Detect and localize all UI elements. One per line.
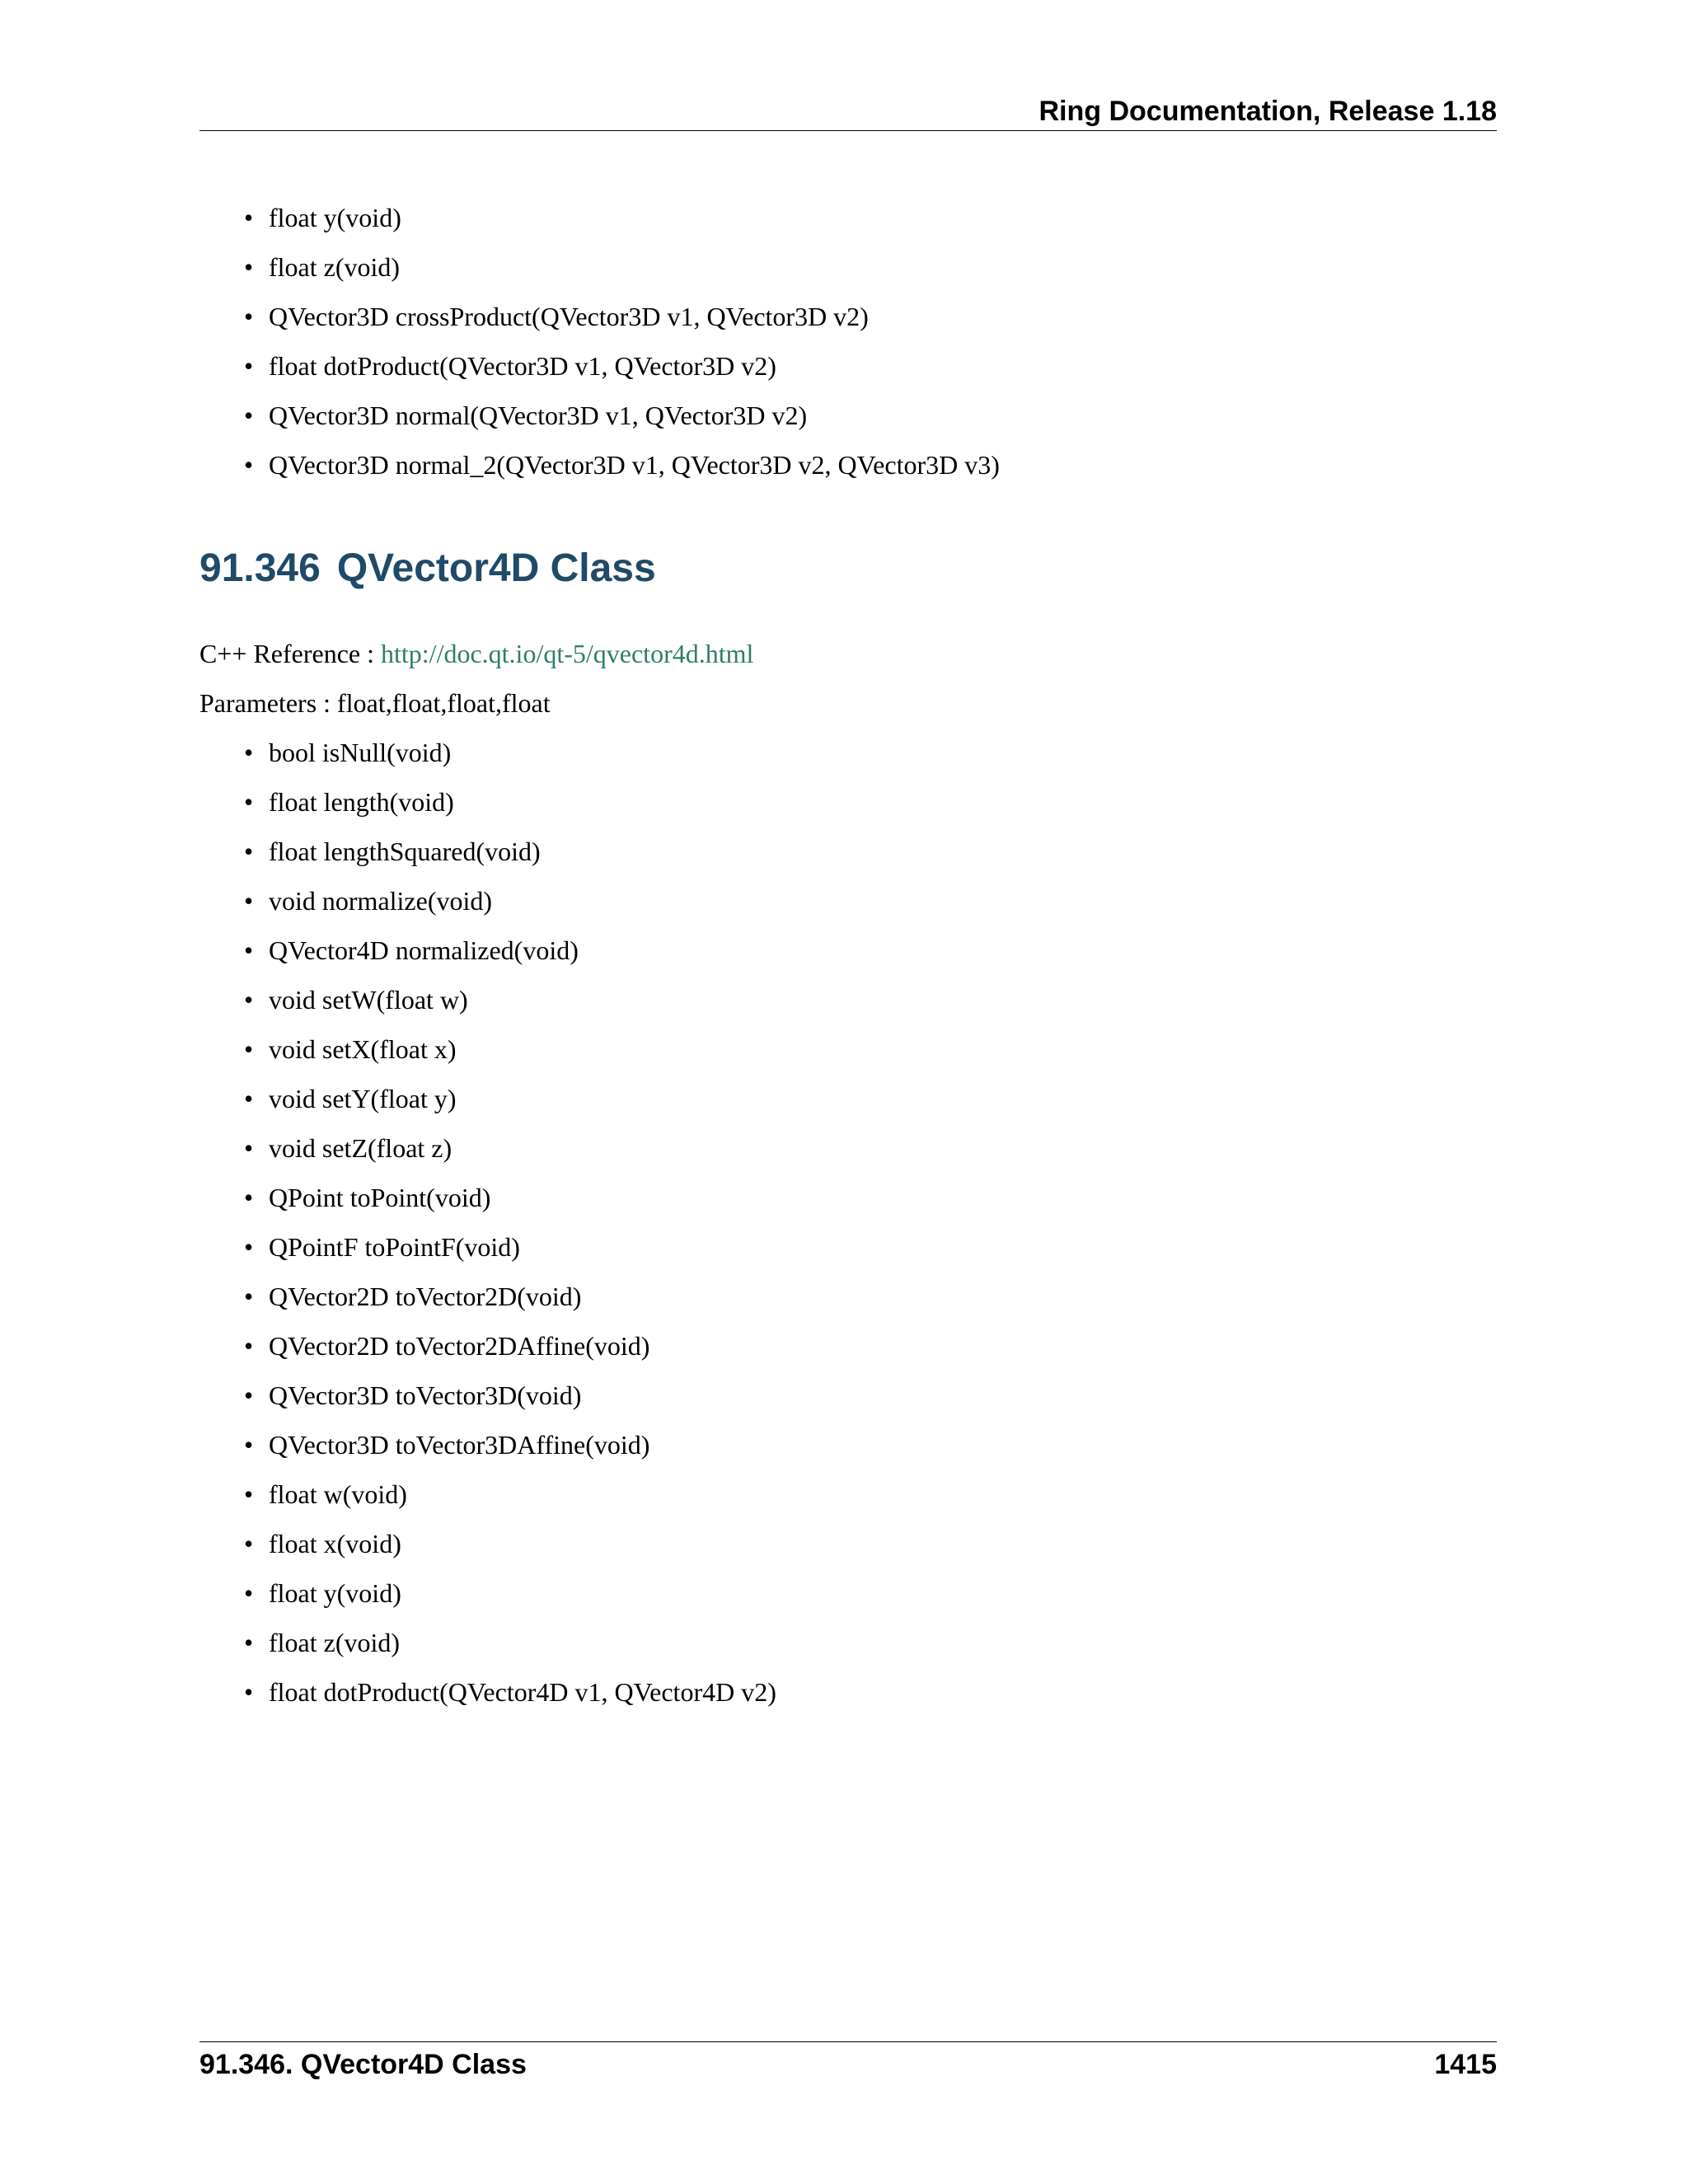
page-footer: [199, 2046, 1497, 2083]
bullet: •: [244, 1183, 254, 1212]
list-item: [244, 876, 776, 926]
reference-link[interactable]: http://doc.qt.io/qt-5/qvector4d.html: [381, 639, 754, 668]
section-title: QVector4D Class: [336, 546, 656, 590]
method-signature: void setY(float y): [269, 1084, 457, 1113]
method-signature: QVector3D normal_2(QVector3D v1, QVector3D v2, QVector3D v3): [269, 450, 1000, 480]
method-signature: void normalize(void): [269, 886, 493, 916]
method-signature: bool isNull(void): [269, 738, 452, 767]
method-signature: QVector3D normal(QVector3D v1, QVector3D v2): [269, 401, 808, 430]
bullet: •: [244, 1084, 254, 1113]
bullet: •: [244, 450, 254, 480]
bullet: •: [244, 1578, 254, 1608]
bullet: •: [244, 837, 254, 866]
bullet: •: [244, 985, 254, 1015]
method-signature: float dotProduct(QVector4D v1, QVector4D v2): [269, 1677, 776, 1707]
list-item: [244, 1568, 776, 1618]
method-signature: float dotProduct(QVector3D v1, QVector3D v2): [269, 351, 776, 381]
method-signature: float x(void): [269, 1529, 401, 1558]
list-item: [244, 926, 776, 975]
list-item: [244, 1173, 776, 1222]
list-item: [244, 1667, 776, 1717]
method-signature: float z(void): [269, 1628, 401, 1657]
method-signature: float z(void): [269, 252, 401, 282]
bullet: •: [244, 1133, 254, 1163]
bullet: •: [244, 1430, 254, 1460]
list-item: [244, 1321, 776, 1371]
bullet: •: [244, 302, 254, 331]
method-signature: QVector4D normalized(void): [269, 935, 579, 965]
list-item: [244, 292, 1000, 341]
method-signature: QVector2D toVector2D(void): [269, 1282, 582, 1311]
list-item: [244, 193, 1000, 242]
list-item: [244, 1519, 776, 1568]
method-signature: float length(void): [269, 787, 454, 817]
method-signature: void setW(float w): [269, 985, 468, 1015]
running-header: Ring Documentation, Release 1.18: [1039, 96, 1497, 127]
bullet: •: [244, 1529, 254, 1558]
list-item: [244, 391, 1000, 440]
bullet: •: [244, 886, 254, 916]
bullet: •: [244, 252, 254, 282]
list-item: [244, 341, 1000, 391]
method-signature: QVector2D toVector2DAffine(void): [269, 1331, 650, 1361]
list-item: [244, 1123, 776, 1173]
list-item: [244, 440, 1000, 490]
bullet: •: [244, 1232, 254, 1262]
bullet: •: [244, 1677, 254, 1707]
method-signature: float y(void): [269, 1578, 401, 1608]
section-heading: [199, 539, 656, 598]
bullet: •: [244, 935, 254, 965]
bullet: •: [244, 401, 254, 430]
list-item: [244, 975, 776, 1024]
list-item: [244, 1024, 776, 1074]
list-item: [244, 1469, 776, 1519]
bullet: •: [244, 1628, 254, 1657]
bullet: •: [244, 1380, 254, 1410]
method-signature: QVector3D toVector3D(void): [269, 1380, 582, 1410]
method-signature: float y(void): [269, 203, 401, 232]
list-item: [244, 1618, 776, 1667]
method-signature: QPointF toPointF(void): [269, 1232, 520, 1262]
bullet: •: [244, 738, 254, 767]
method-signature: QPoint toPoint(void): [269, 1183, 491, 1212]
bullet: •: [244, 203, 254, 232]
bullet: •: [244, 1282, 254, 1311]
list-item: [244, 1272, 776, 1321]
section-number: 91.346: [199, 546, 321, 590]
bullet: •: [244, 1331, 254, 1361]
bullet: •: [244, 787, 254, 817]
method-signature: float w(void): [269, 1479, 407, 1509]
method-signature: void setZ(float z): [269, 1133, 452, 1163]
list-item: [244, 1222, 776, 1272]
method-signature: float lengthSquared(void): [269, 837, 541, 866]
footer-section-label: 91.346. QVector4D Class: [199, 2049, 527, 2080]
list-item: [244, 777, 776, 827]
list-item: [244, 728, 776, 777]
bullet: •: [244, 1034, 254, 1064]
page-number: 1415: [1434, 2049, 1497, 2080]
reference-label: C++ Reference :: [199, 639, 381, 668]
cpp-reference-line: [199, 629, 753, 678]
method-signature: QVector3D crossProduct(QVector3D v1, QVector3D v2): [269, 302, 869, 331]
continued-method-list: [244, 193, 1000, 490]
parameters-line: Parameters : float,float,float,float: [199, 688, 551, 718]
list-item: [244, 1420, 776, 1469]
header-rule: [199, 130, 1497, 131]
bullet: •: [244, 351, 254, 381]
method-signature: QVector3D toVector3DAffine(void): [269, 1430, 650, 1460]
list-item: [244, 1371, 776, 1420]
list-item: [244, 1074, 776, 1123]
footer-rule: [199, 2041, 1497, 2042]
list-item: [244, 242, 1000, 292]
method-list: [244, 728, 776, 1717]
list-item: [244, 827, 776, 876]
method-signature: void setX(float x): [269, 1034, 457, 1064]
bullet: •: [244, 1479, 254, 1509]
